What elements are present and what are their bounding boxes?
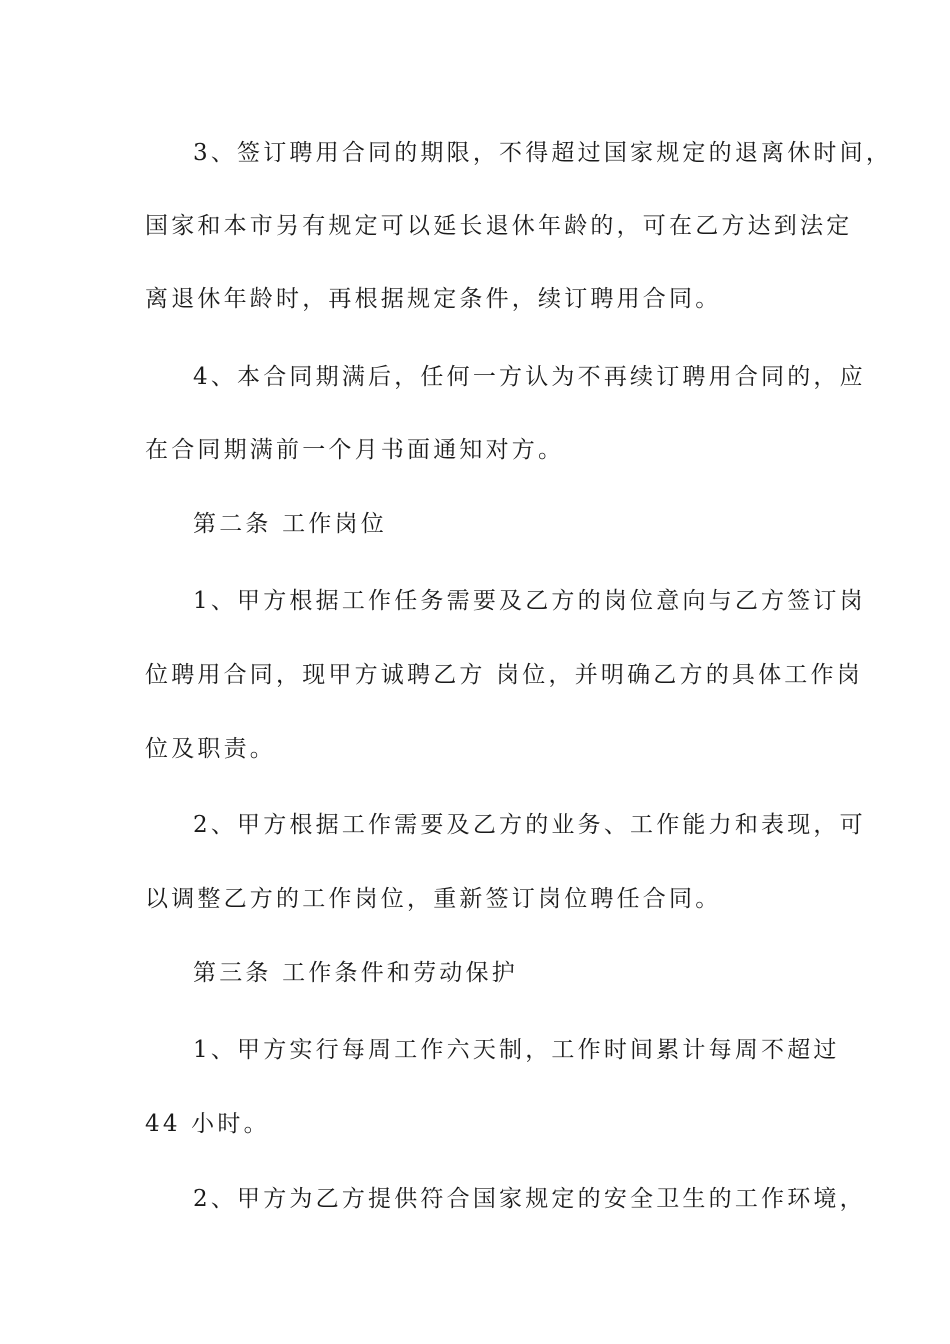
clause-4-line-1: 4、本合同期满后，任何一方认为不再续订聘用合同的，应 [193,364,866,390]
article-3-heading: 第三条 工作条件和劳动保护 [193,960,518,986]
clause-3-line-1: 3、签订聘用合同的期限，不得超过国家规定的退离休时间， [193,140,893,166]
clause-3-line-2: 国家和本市另有规定可以延长退休年龄的，可在乙方达到法定 [145,213,853,239]
article-2-clause-1-line-1: 1、甲方根据工作任务需要及乙方的岗位意向与乙方签订岗 [193,588,866,614]
article-2-heading: 第二条 工作岗位 [193,511,387,537]
article-3-clause-1-line-2: 44 小时。 [145,1111,270,1137]
article-3-clause-2-line-1: 2、甲方为乙方提供符合国家规定的安全卫生的工作环境， [193,1186,866,1212]
article-2-clause-1-line-2: 位聘用合同，现甲方诚聘乙方 岗位，并明确乙方的具体工作岗 [145,662,863,688]
clause-3-line-3: 离退休年龄时，再根据规定条件，续订聘用合同。 [145,286,722,312]
article-2-clause-2-line-2: 以调整乙方的工作岗位，重新签订岗位聘任合同。 [145,886,722,912]
clause-4-line-2: 在合同期满前一个月书面通知对方。 [145,437,565,463]
article-3-clause-1-line-1: 1、甲方实行每周工作六天制，工作时间累计每周不超过 [193,1037,840,1063]
article-2-clause-1-line-3: 位及职责。 [145,736,276,762]
article-2-clause-2-line-1: 2、甲方根据工作需要及乙方的业务、工作能力和表现，可 [193,812,866,838]
